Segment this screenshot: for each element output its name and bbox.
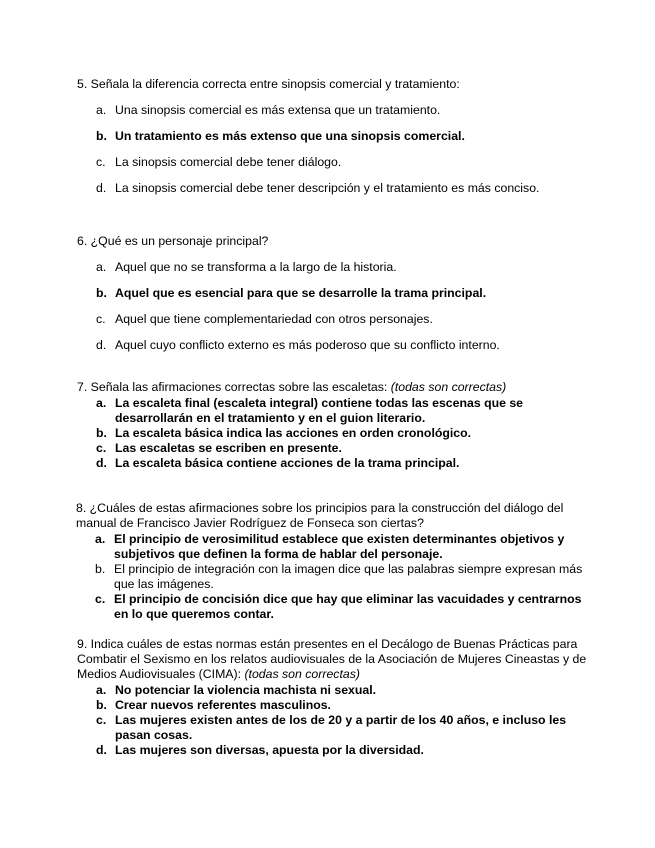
question-7-note: (todas son correctas) bbox=[390, 380, 507, 394]
question-6 bbox=[77, 234, 592, 364]
question-9-option-d: d. Las mujeres son diversas, apuesta por la diversidad. bbox=[96, 743, 424, 757]
question-7-option-c: c. Las escaletas se escriben en presente. bbox=[96, 441, 342, 455]
question-9-note: (todas son correctas) bbox=[244, 667, 360, 681]
question-8-option-a: a. El principio de verosimilitud establece que existen determinantes objetivos y subjetivos que definen la forma de hablar del personaje. bbox=[95, 532, 565, 561]
question-9-option-c: c. Las mujeres existen antes de los de 20 y a partir de los 40 años, e incluso les pasan cosas. bbox=[96, 713, 567, 742]
question-6-option-b: b. Aquel que es esencial para que se desarrolle la trama principal. bbox=[96, 286, 487, 300]
question-7-text: 7. Señala las afirmaciones correctas sobre las escaletas: (todas son correctas) bbox=[77, 380, 507, 394]
question-9 bbox=[77, 637, 592, 758]
question-9-text: 9. Indica cuáles de estas normas están presentes en el Decálogo de Buenas Prácticas para Combatir el Sexismo en los relatos audiovisuales de la Asociación de Mujeres Cineastas y de Medios Audiovisuales (CIMA): (todas son correctas) bbox=[77, 637, 587, 681]
question-8 bbox=[76, 501, 591, 622]
question-9-option-b: b. Crear nuevos referentes masculinos. bbox=[96, 698, 331, 712]
question-6-options bbox=[77, 260, 592, 353]
question-8-option-b: b. El principio de integración con la imagen dice que las palabras siempre expresan más que las imágenes. bbox=[95, 562, 583, 591]
question-7-option-a: a. La escaleta final (escaleta integral) contiene todas las escenas que se desarrollarán en el tratamiento y en el guion literario. bbox=[96, 396, 524, 425]
question-5-option-d: d. La sinopsis comercial debe tener descripción y el tratamiento es más conciso. bbox=[96, 181, 540, 195]
question-8-text: 8. ¿Cuáles de estas afirmaciones sobre los principios para la construcción del diálogo del manual de Francisco Javier Rodríguez de Fonseca son ciertas? bbox=[76, 501, 564, 530]
question-5 bbox=[77, 77, 592, 207]
question-8-option-c: c. El principio de concisión dice que hay que eliminar las vacuidades y centrarnos en lo que queremos contar. bbox=[95, 592, 582, 621]
question-5-text: 5. Señala la diferencia correcta entre sinopsis comercial y tratamiento: bbox=[77, 77, 460, 91]
question-5-option-a: a. Una sinopsis comercial es más extensa que un tratamiento. bbox=[96, 103, 441, 117]
question-9-options bbox=[77, 683, 592, 758]
question-5-options bbox=[77, 103, 592, 196]
question-6-option-a: a. Aquel que no se transforma a la largo de la historia. bbox=[96, 260, 397, 274]
question-6-option-d: d. Aquel cuyo conflicto externo es más poderoso que su conflicto interno. bbox=[96, 338, 500, 352]
question-9-option-a: a. No potenciar la violencia machista ni sexual. bbox=[96, 683, 377, 697]
question-7-options bbox=[77, 396, 592, 471]
question-7-option-d: d. La escaleta básica contiene acciones de la trama principal. bbox=[96, 456, 460, 470]
question-8-options bbox=[76, 532, 591, 622]
question-7-option-b: b. La escaleta básica indica las acciones en orden cronológico. bbox=[96, 426, 472, 440]
question-5-option-c: c. La sinopsis comercial debe tener diálogo. bbox=[96, 155, 342, 169]
question-6-option-c: c. Aquel que tiene complementariedad con otros personajes. bbox=[96, 312, 433, 326]
question-5-option-b: b. Un tratamiento es más extenso que una sinopsis comercial. bbox=[96, 129, 465, 143]
question-7 bbox=[77, 380, 592, 471]
question-6-text: 6. ¿Qué es un personaje principal? bbox=[77, 234, 269, 248]
